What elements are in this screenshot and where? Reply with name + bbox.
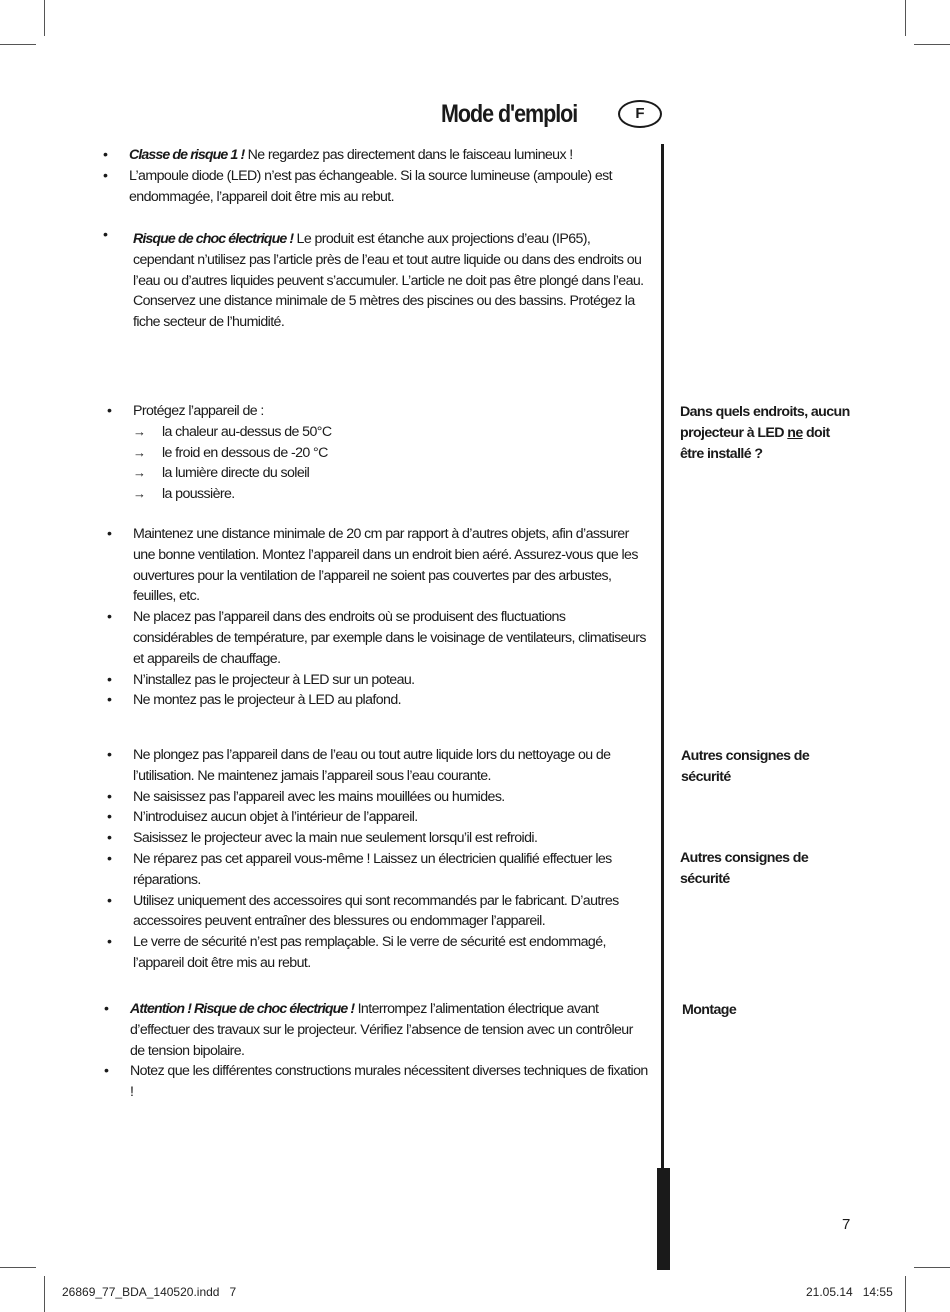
page-number: 7 [842,1216,851,1233]
underlined-word: ne [787,424,803,441]
sub-item-text: la poussière. [162,486,235,503]
protection-list [107,401,653,505]
sidebar-heading-other-safety: Autres consignes de sécurité [680,850,809,887]
bullet: • [104,1063,109,1080]
installation-list [107,524,648,711]
crop-mark [914,1267,950,1268]
bullet: • [107,809,112,826]
item-text: Utilisez uniquement des accessoires qui sont recommandés par le fabricant. D’autres accessoires peuvent entraîner des blessures ou endommager l’appareil. [133,892,619,930]
bullet: • [107,788,112,805]
page-title: Mode d'emploi [441,100,578,128]
bullet: • [107,934,112,951]
sub-list-item [133,463,653,484]
bullet: • [107,692,112,709]
file-slug: 26869_77_BDA_140520.indd 7 [62,1285,237,1299]
item-text: N’introduisez aucun objet à l’intérieur de l’appareil. [133,809,418,826]
mounting-list [104,999,650,1103]
bullet: • [107,526,112,542]
list-item [104,1061,650,1103]
item-text: Ne montez pas le projecteur à LED au plafond. [133,692,401,709]
item-text: Saisissez le projecteur avec la main nue seulement lorsqu’il est refroidi. [133,830,538,847]
bullet: • [103,227,108,243]
list-item [107,607,648,669]
sub-list-item [133,443,653,464]
crop-mark [0,44,36,45]
list-item [104,999,650,1061]
arrow-icon: → [133,444,146,460]
item-text: Interrompez l’alimentation électrique avant d’effectuer des travaux sur le projecteur. Vérifiez l’absence de tension avec un contrôleur de tension bipolaire. [130,1001,633,1059]
sub-item-text: le froid en dessous de -20 °C [162,444,328,461]
bullet: • [107,747,112,763]
bullet: • [104,1001,109,1017]
sidebar-heading-montage: Montage [682,1002,737,1018]
list-item [107,745,649,787]
bullet: • [107,850,112,867]
list-item [103,145,649,166]
emphasis-text: Attention ! Risque de choc électrique ! [130,1001,355,1017]
item-text: Ne réparez pas cet appareil vous-même ! Laissez un électricien qualifié effectuer les réparations. [133,850,612,888]
list-item [103,227,653,333]
emphasis-text: Classe de risque 1 ! [129,147,245,163]
list-item [107,891,649,933]
item-text: L’ampoule diode (LED) n’est pas échangeable. Si la source lumineuse (ampoule) est endommagée, l’appareil doit être mis au rebut. [129,167,612,205]
thumb-tab-bar [657,1168,670,1270]
heading-text: doit être installé ? [680,424,830,462]
bullet: • [107,403,112,419]
item-text: N’installez pas le projecteur à LED sur un poteau. [133,671,415,688]
crop-mark [0,1267,36,1268]
item-text: Ne placez pas l’appareil dans des endroits où se produisent des fluctuations considérables de température, par exemple dans le voisinage de ventilateurs, climatiseurs et appareils de chauffage. [133,609,646,667]
language-badge: F [618,100,662,128]
crop-mark [905,0,906,36]
bullet: • [107,609,112,626]
bullet: • [107,671,112,688]
list-item [107,787,649,808]
sub-item-text: la chaleur au-dessus de 50°C [162,423,332,440]
warning-list-1 [103,145,649,207]
emphasis-text: Risque de choc électrique ! [133,231,294,247]
item-text: Ne regardez pas directement dans le faisceau lumineux ! [244,147,573,163]
crop-mark [905,1276,906,1312]
arrow-icon: → [133,465,146,481]
bullet: • [107,892,112,909]
list-item [107,828,649,849]
list-item [107,690,648,711]
sub-list-item [133,422,653,443]
item-text: Le produit est étanche aux projections d’eau (IP65), cependant n’utilisez pas l’article près de l’eau et tout autre liquide ou dans des endroits ou l’eau ou d’autres liquides peuvent s’accumuler. L’article ne doit pas être plongé dans l’eau. Conservez une distance minimale de 5 mètres des piscines ou des bassins. Protégez la fiche secteur de l’humidité. [133,231,644,331]
bullet: • [107,830,112,847]
sub-item-text: la lumière directe du soleil [162,465,310,482]
bullet: • [103,147,108,163]
bullet: • [103,167,108,184]
item-text: Ne plongez pas l’appareil dans de l’eau ou tout autre liquide lors du nettoyage ou de l’utilisation. Ne maintenez jamais l’appareil sous l’eau courante. [133,747,611,784]
sidebar-heading-other-safety: Autres consignes de sécurité [681,748,810,785]
sub-list-item [133,484,653,505]
heading-text: Dans quels endroits, aucun projecteur à LED [680,404,850,441]
list-item [107,932,649,974]
item-text: Maintenez une distance minimale de 20 cm par rapport à d’autres objets, afin d’assurer une bonne ventilation. Montez l’appareil dans un endroit bien aéré. Assurez-vous que les ouvertures pour la ventilation de l’appareil ne soient pas couvertes par des arbustes, feuilles, etc. [133,526,638,605]
list-item [107,807,649,828]
warning-list-2 [103,227,653,333]
list-item [107,401,653,422]
column-divider [661,144,664,1269]
crop-mark [914,44,950,45]
item-text: Protégez l’appareil de : [133,403,264,419]
list-item [103,166,649,208]
list-item [107,524,648,607]
crop-mark [44,1276,45,1312]
arrow-icon: → [133,486,146,502]
item-text: Ne saisissez pas l’appareil avec les mains mouillées ou humides. [133,788,505,805]
sidebar-heading-locations [680,402,855,464]
list-item [107,670,648,691]
arrow-icon: → [133,423,146,439]
date-slug: 21.05.14 14:55 [806,1285,893,1299]
safety-list [107,745,649,974]
crop-mark [44,0,45,36]
item-text: Notez que les différentes constructions murales nécessitent diverses techniques de fixation ! [130,1063,648,1101]
item-text: Le verre de sécurité n’est pas remplaçable. Si le verre de sécurité est endommagé, l’appareil doit être mis au rebut. [133,934,606,971]
list-item [107,849,649,891]
